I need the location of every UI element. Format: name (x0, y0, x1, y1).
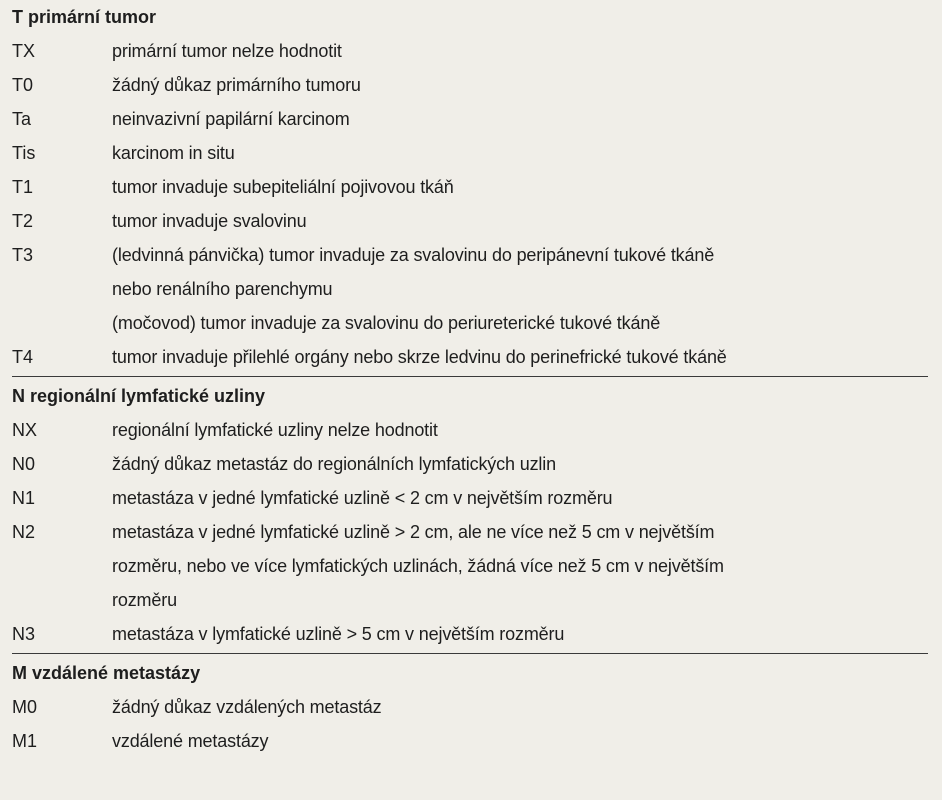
stage-description (112, 690, 928, 724)
section-title-text: T primární tumor (12, 7, 157, 27)
table-row (12, 617, 928, 651)
table-row (12, 481, 928, 515)
table-row (12, 413, 928, 447)
stage-code: T4 (12, 347, 34, 367)
description-line: rozměru, nebo ve více lymfatických uzlinách, žádná více než 5 cm v největším (112, 556, 724, 576)
section-t-primary-tumor (12, 0, 928, 377)
table-row (12, 136, 928, 170)
table-row (12, 447, 928, 481)
stage-description (112, 724, 928, 758)
description-line: vzdálené metastázy (112, 731, 269, 751)
description-line: rozměru (112, 590, 177, 610)
description-line: (močovod) tumor invaduje za svalovinu do periureterické tukové tkáně (112, 313, 661, 333)
stage-code: NX (12, 420, 38, 440)
stage-description (112, 413, 928, 447)
stage-description (112, 170, 928, 204)
description-line: tumor invaduje přilehlé orgány nebo skrze ledvinu do perinefrické tukové tkáně (112, 347, 727, 367)
stage-code: M1 (12, 731, 38, 751)
stage-code: M0 (12, 697, 38, 717)
table-row (12, 690, 928, 724)
stage-code: T0 (12, 75, 34, 95)
table-row (12, 170, 928, 204)
stage-code: Tis (12, 143, 36, 163)
description-line: metastáza v jedné lymfatické uzlině > 2 cm, ale ne více než 5 cm v největším (112, 522, 715, 542)
stage-code: T3 (12, 245, 34, 265)
stage-code: T1 (12, 177, 34, 197)
stage-code: TX (12, 41, 36, 61)
stage-code: Ta (12, 109, 32, 129)
stage-code: N1 (12, 488, 36, 508)
description-line: tumor invaduje svalovinu (112, 211, 307, 231)
table-row (12, 68, 928, 102)
description-line: žádný důkaz primárního tumoru (112, 75, 361, 95)
description-line: (ledvinná pánvička) tumor invaduje za svalovinu do peripánevní tukové tkáně (112, 245, 715, 265)
stage-description (112, 617, 928, 651)
description-line: metastáza v jedné lymfatické uzlině < 2 cm v největším rozměru (112, 488, 613, 508)
table-row (12, 204, 928, 238)
stage-description (112, 340, 928, 374)
section-n-regional-lymph-nodes (12, 377, 928, 654)
description-line: regionální lymfatické uzliny nelze hodnotit (112, 420, 438, 440)
description-line: neinvazivní papilární karcinom (112, 109, 350, 129)
description-line: metastáza v lymfatické uzlině > 5 cm v největším rozměru (112, 624, 565, 644)
description-line: primární tumor nelze hodnotit (112, 41, 342, 61)
stage-description (112, 136, 928, 170)
description-line: žádný důkaz metastáz do regionálních lymfatických uzlin (112, 454, 556, 474)
stage-description (112, 204, 928, 238)
stage-description (112, 515, 928, 617)
stage-code: T2 (12, 211, 34, 231)
table-row (12, 34, 928, 68)
section-title (12, 0, 928, 34)
description-line: tumor invaduje subepiteliální pojivovou tkáň (112, 177, 454, 197)
stage-code: N0 (12, 454, 36, 474)
stage-code: N2 (12, 522, 36, 542)
stage-description (112, 481, 928, 515)
table-row (12, 238, 928, 340)
description-line: žádný důkaz vzdálených metastáz (112, 697, 382, 717)
stage-description (112, 34, 928, 68)
table-row (12, 102, 928, 136)
table-row (12, 340, 928, 374)
table-row (12, 724, 928, 758)
stage-description (112, 102, 928, 136)
section-title (12, 379, 928, 413)
stage-description (112, 238, 928, 340)
section-title-text: N regionální lymfatické uzliny (12, 386, 266, 406)
stage-description (112, 68, 928, 102)
description-line: nebo renálního parenchymu (112, 279, 333, 299)
section-title-text: M vzdálené metastázy (12, 663, 201, 683)
description-line: karcinom in situ (112, 143, 235, 163)
section-m-distant-metastases (12, 654, 928, 758)
stage-description (112, 447, 928, 481)
table-row (12, 515, 928, 617)
stage-code: N3 (12, 624, 36, 644)
section-title (12, 656, 928, 690)
